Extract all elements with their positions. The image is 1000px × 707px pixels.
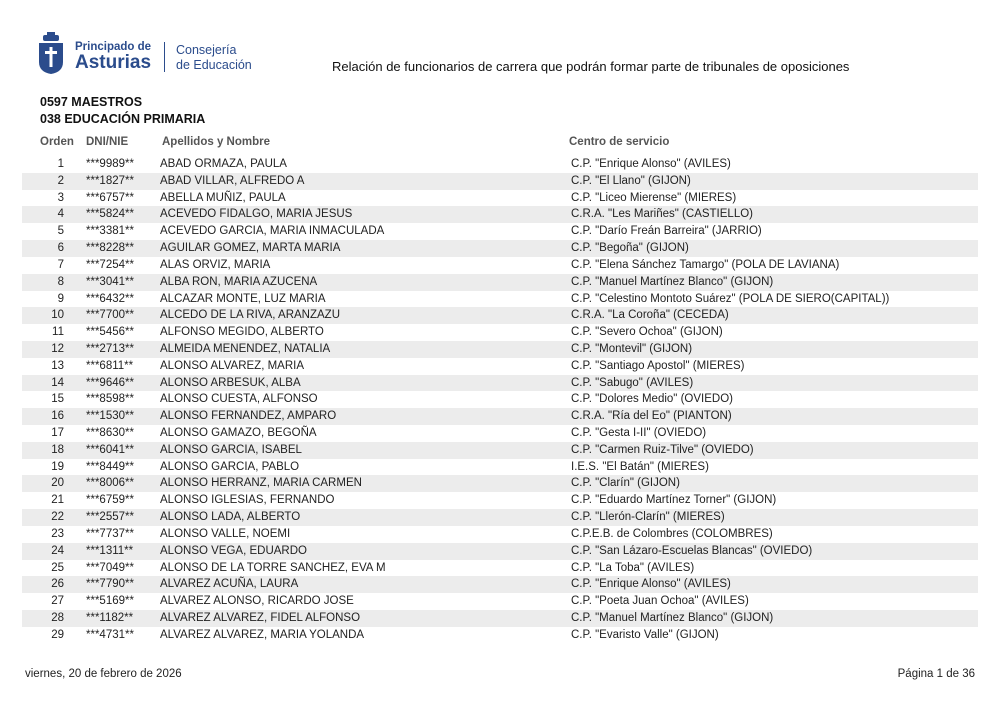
row-name: AGUILAR GOMEZ, MARTA MARIA [160, 242, 341, 255]
row-order: 12 [51, 342, 64, 355]
row-center: C.R.A. "Les Mariñes" (CASTIELLO) [571, 208, 753, 221]
table-row [22, 274, 978, 291]
row-name: ALFONSO MEGIDO, ALBERTO [160, 326, 324, 339]
row-dni: ***7737** [86, 527, 134, 540]
row-order: 19 [51, 460, 64, 473]
row-order: 26 [51, 578, 64, 591]
row-name: ACEVEDO GARCIA, MARIA INMACULADA [160, 225, 385, 238]
row-dni: ***6759** [86, 494, 134, 507]
table-row [22, 307, 978, 324]
row-center: C.P. "Elena Sánchez Tamargo" (POLA DE LAVIANA) [571, 258, 840, 271]
table-row [22, 627, 978, 644]
table-row [22, 341, 978, 358]
row-center: C.P. "Evaristo Valle" (GIJON) [571, 628, 719, 641]
row-name: ALAS ORVIZ, MARIA [160, 258, 271, 271]
row-order: 15 [51, 393, 64, 406]
row-name: ACEVEDO FIDALGO, MARIA JESUS [160, 208, 353, 221]
row-dni: ***7790** [86, 578, 134, 591]
row-order: 14 [51, 376, 64, 389]
row-center: C.R.A. "La Coroña" (CECEDA) [571, 309, 729, 322]
row-center: C.P. "Montevil" (GIJON) [571, 342, 693, 355]
row-dni: ***6041** [86, 443, 134, 456]
row-center: C.P. "Santiago Apostol" (MIERES) [571, 359, 745, 372]
row-name: ALONSO CUESTA, ALFONSO [160, 393, 318, 406]
row-center: C.P. "San Lázaro-Escuelas Blancas" (OVIEDO) [571, 544, 813, 557]
table-row [22, 492, 978, 509]
table-row [22, 425, 978, 442]
logo-text-asturias: Asturias [75, 52, 152, 73]
row-dni: ***3041** [86, 275, 134, 288]
row-dni: ***6811** [86, 359, 134, 372]
row-name: ALVAREZ ACUÑA, LAURA [160, 578, 299, 591]
section-body: 0597 MAESTROS [40, 95, 143, 109]
row-name: ALONSO VEGA, EDUARDO [160, 544, 307, 557]
row-dni: ***8598** [86, 393, 134, 406]
row-name: ALONSO FERNANDEZ, AMPARO [160, 410, 337, 423]
row-center: C.R.A. "Ría del Eo" (PIANTON) [571, 410, 732, 423]
row-name: ALONSO IGLESIAS, FERNANDO [160, 494, 335, 507]
row-order: 4 [57, 208, 64, 221]
row-name: ALONSO GARCIA, PABLO [160, 460, 300, 473]
row-order: 5 [57, 225, 64, 238]
row-dni: ***7049** [86, 561, 134, 574]
row-order: 25 [51, 561, 64, 574]
row-order: 29 [51, 628, 64, 641]
row-order: 8 [57, 275, 64, 288]
table-row [22, 358, 978, 375]
table-row [22, 526, 978, 543]
row-name: ALONSO DE LA TORRE SANCHEZ, EVA M [160, 561, 386, 574]
table-row [22, 206, 978, 223]
row-order: 23 [51, 527, 64, 540]
footer-date: viernes, 20 de febrero de 2026 [25, 668, 182, 680]
row-order: 11 [52, 326, 64, 339]
row-center: C.P. "Severo Ochoa" (GIJON) [571, 326, 723, 339]
table-row [22, 391, 978, 408]
logo-text-principado: Principado de [75, 41, 152, 53]
row-order: 10 [51, 309, 64, 322]
row-order: 24 [51, 544, 64, 557]
row-order: 17 [51, 427, 64, 439]
table-row [22, 240, 978, 257]
row-name: ALVAREZ ALONSO, RICARDO JOSE [160, 595, 354, 608]
row-center: C.P. "Dolores Medio" (OVIEDO) [571, 393, 733, 406]
row-dni: ***3381** [86, 225, 134, 238]
row-name: ALBA RON, MARIA AZUCENA [160, 275, 318, 288]
row-dni: ***8006** [86, 477, 134, 490]
table-row [22, 190, 978, 207]
row-order: 9 [57, 292, 64, 305]
logo-text-educacion: de Educación [176, 58, 252, 72]
table-row [22, 560, 978, 577]
row-center: C.P. "Begoña" (GIJON) [571, 242, 689, 255]
row-center: C.P. "Sabugo" (AVILES) [571, 376, 694, 389]
row-order: 18 [51, 443, 64, 456]
row-name: ALONSO LADA, ALBERTO [160, 511, 301, 524]
row-center: C.P. "Manuel Martínez Blanco" (GIJON) [571, 275, 774, 288]
row-center: C.P. "Darío Freán Barreira" (JARRIO) [571, 225, 762, 238]
row-dni: ***5824** [86, 208, 134, 221]
row-center: C.P. "Gesta I-II" (OVIEDO) [571, 427, 707, 439]
row-center: C.P. "Enrique Alonso" (AVILES) [571, 578, 731, 591]
table-row [22, 156, 978, 173]
row-dni: ***1311** [86, 544, 134, 557]
row-dni: ***9646** [86, 376, 134, 389]
coat-of-arms-icon [38, 32, 64, 74]
row-center: I.E.S. "El Batán" (MIERES) [571, 460, 709, 473]
table-row [22, 442, 978, 459]
row-center: C.P. "Eduardo Martínez Torner" (GIJON) [571, 494, 777, 507]
row-name: ALONSO ALVAREZ, MARIA [160, 359, 305, 372]
column-header-order: Orden [40, 136, 74, 148]
row-order: 1 [57, 158, 64, 170]
row-name: ABELLA MUÑIZ, PAULA [160, 191, 286, 204]
row-dni: ***2713** [86, 342, 134, 355]
row-name: ALVAREZ ALVAREZ, FIDEL ALFONSO [160, 611, 361, 624]
logo-text-consejeria: Consejería [176, 43, 237, 57]
column-header-dni: DNI/NIE [86, 136, 129, 148]
table-row [22, 257, 978, 274]
page-number: Página 1 de 36 [897, 668, 975, 680]
row-order: 20 [51, 477, 64, 490]
row-order: 28 [51, 611, 64, 624]
row-dni: ***9989** [86, 158, 134, 170]
table-row [22, 459, 978, 476]
table-row [22, 375, 978, 392]
row-dni: ***8630** [86, 427, 134, 439]
row-dni: ***2557** [86, 511, 134, 524]
row-order: 21 [51, 494, 64, 507]
table-row [22, 593, 978, 610]
officials-table [22, 156, 978, 644]
table-row [22, 543, 978, 560]
document-title: Relación de funcionarios de carrera que podrán formar parte de tribunales de oposiciones [332, 59, 850, 74]
row-order: 6 [57, 242, 64, 255]
table-row [22, 509, 978, 526]
row-order: 3 [57, 191, 64, 204]
row-center: C.P. "Clarín" (GIJON) [571, 477, 680, 490]
row-name: ALMEIDA MENENDEZ, NATALIA [160, 342, 331, 355]
table-row [22, 475, 978, 492]
row-center: C.P. "Carmen Ruiz-Tilve" (OVIEDO) [571, 443, 754, 456]
table-row [22, 610, 978, 627]
row-order: 22 [51, 511, 64, 524]
row-dni: ***8449** [86, 460, 134, 473]
row-order: 16 [51, 410, 64, 423]
row-center: C.P. "Liceo Mierense" (MIERES) [571, 191, 737, 204]
table-row [22, 408, 978, 425]
column-header-name: Apellidos y Nombre [162, 136, 270, 148]
table-row [22, 291, 978, 308]
row-dni: ***6432** [86, 292, 134, 305]
row-dni: ***5169** [86, 595, 134, 608]
row-name: ALONSO ARBESUK, ALBA [160, 376, 301, 389]
row-dni: ***1182** [86, 611, 134, 624]
row-name: ALONSO GAMAZO, BEGOÑA [160, 427, 317, 439]
row-order: 27 [51, 595, 64, 608]
row-center: C.P.E.B. de Colombres (COLOMBRES) [571, 527, 773, 540]
row-center: C.P. "La Toba" (AVILES) [571, 561, 695, 574]
table-row [22, 173, 978, 190]
row-name: ALONSO HERRANZ, MARIA CARMEN [160, 477, 362, 490]
row-dni: ***7700** [86, 309, 134, 322]
row-order: 7 [57, 258, 64, 271]
row-center: C.P. "Manuel Martínez Blanco" (GIJON) [571, 611, 774, 624]
row-name: ABAD VILLAR, ALFREDO A [160, 174, 305, 187]
row-order: 2 [57, 174, 64, 187]
table-row [22, 576, 978, 593]
row-center: C.P. "Enrique Alonso" (AVILES) [571, 158, 731, 170]
row-order: 13 [51, 359, 64, 372]
row-dni: ***1530** [86, 410, 134, 423]
row-center: C.P. "El Llano" (GIJON) [571, 174, 691, 187]
row-dni: ***4731** [86, 628, 134, 641]
row-dni: ***5456** [86, 326, 134, 339]
section-specialty: 038 EDUCACIÓN PRIMARIA [40, 112, 206, 126]
row-name: ALVAREZ ALVAREZ, MARIA YOLANDA [160, 628, 365, 641]
row-dni: ***7254** [86, 258, 134, 271]
table-row [22, 324, 978, 341]
row-center: C.P. "Celestino Montoto Suárez" (POLA DE SIERO(CAPITAL)) [571, 292, 890, 305]
row-name: ABAD ORMAZA, PAULA [160, 158, 287, 170]
row-name: ALCAZAR MONTE, LUZ MARIA [160, 292, 326, 305]
row-name: ALONSO GARCIA, ISABEL [160, 443, 302, 456]
logo [38, 30, 268, 78]
row-dni: ***8228** [86, 242, 134, 255]
table-row [22, 223, 978, 240]
row-center: C.P. "Llerón-Clarín" (MIERES) [571, 511, 725, 524]
row-dni: ***6757** [86, 191, 134, 204]
logo-divider [164, 42, 165, 72]
row-name: ALCEDO DE LA RIVA, ARANZAZU [160, 309, 341, 322]
row-center: C.P. "Poeta Juan Ochoa" (AVILES) [571, 595, 749, 608]
row-name: ALONSO VALLE, NOEMI [160, 527, 291, 540]
row-dni: ***1827** [86, 174, 134, 187]
column-header-center: Centro de servicio [569, 136, 670, 148]
